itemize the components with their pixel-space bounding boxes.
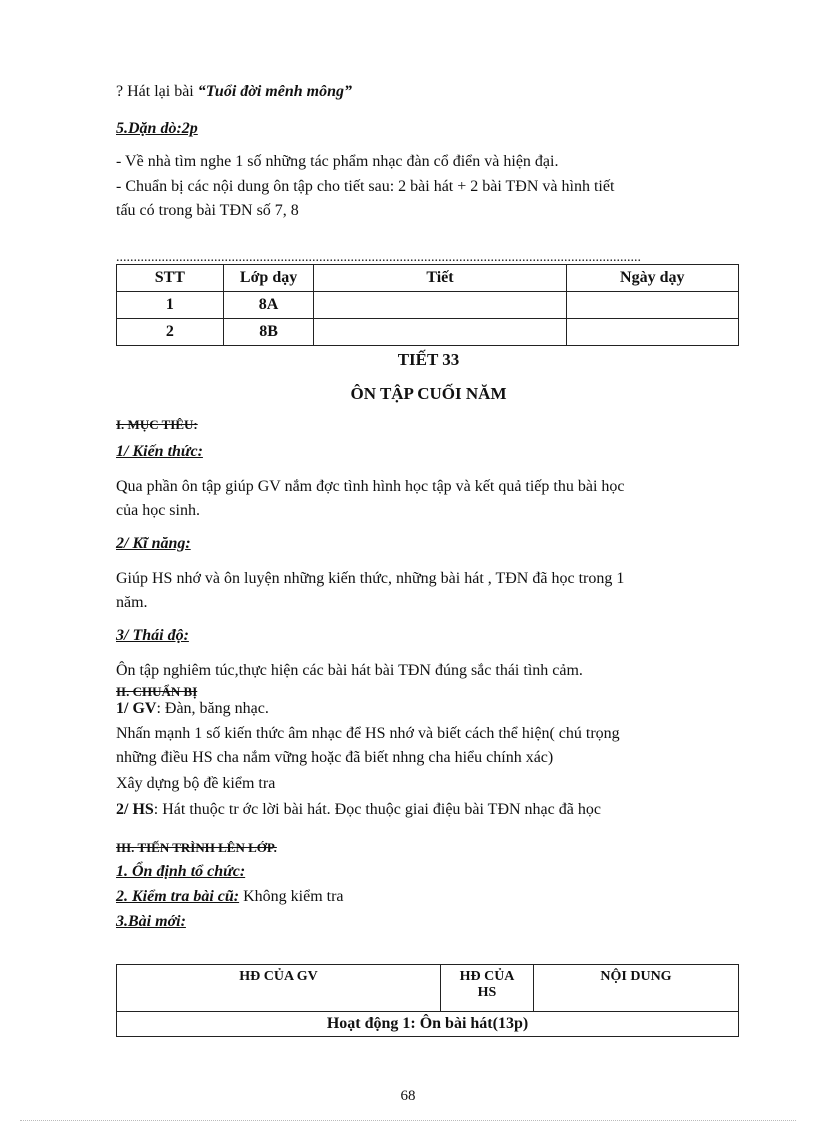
section-procedure: III. TIẾN TRÌNH LÊN LỚP. [116, 840, 277, 855]
dotted-separator: ...................................................................................................................................................... [116, 250, 641, 265]
student-prep-label: 2/ HS [116, 801, 154, 818]
teacher-prep-text: : Đàn, băng nhạc. [156, 700, 269, 717]
skills-text-2: năm. [116, 594, 148, 611]
section-objectives: I. MỤC TIÊU: [116, 417, 198, 432]
table-row [117, 319, 739, 346]
homework-heading: 5.Dặn dò:2p [116, 120, 198, 137]
page-number: 68 [400, 1088, 416, 1104]
subsection-skills: 2/ Kĩ năng: [116, 535, 191, 552]
lesson-title: ÔN TẬP CUỐI NĂM [350, 384, 507, 403]
review-question [116, 80, 741, 104]
subsection-attitude: 3/ Thái độ: [116, 627, 189, 644]
homework-item-2-cont: tấu có trong bài TĐN số 7, 8 [116, 202, 299, 219]
step-check-old-lesson [116, 885, 741, 909]
step-organization: 1. Ổn định tổ chức: [116, 863, 246, 880]
homework-item-1: - Về nhà tìm nghe 1 số những tác phẩm nhạc đàn cổ điển và hiện đại. [116, 153, 559, 170]
skills-text-1: Giúp HS nhớ và ôn luyện những kiến thức, những bài hát , TĐN đã học trong 1 [116, 570, 625, 587]
attitude-text: Ôn tập nghiêm túc,thực hiện các bài hát bài TĐN đúng sắc thái tình cảm. [116, 662, 583, 679]
student-prep-text: : Hát thuộc tr ớc lời bài hát. Đọc thuộc giai điệu bài TĐN nhạc đã học [153, 801, 601, 818]
footer-rule [20, 1120, 796, 1121]
table-header-cell: STT [117, 265, 224, 292]
table-cell [566, 292, 738, 319]
knowledge-text-2: của học sinh. [116, 502, 200, 519]
table-cell [314, 292, 566, 319]
step-new-lesson: 3.Bài mới: [116, 913, 186, 930]
homework-item-2: - Chuẩn bị các nội dung ôn tập cho tiết sau: 2 bài hát + 2 bài TĐN và hình tiết [116, 178, 615, 195]
teacher-prep-label: 1/ GV [116, 700, 157, 717]
table-row [117, 1012, 739, 1037]
header-hs-line2: HS [477, 985, 497, 1000]
teacher-prep [116, 697, 741, 721]
table-cell [314, 319, 566, 346]
student-prep [116, 798, 741, 822]
table-cell: 8A [223, 292, 314, 319]
header-hs-line1: HĐ CỦA [459, 969, 515, 984]
table-header-row [117, 265, 739, 292]
table-header-cell: Tiết [314, 265, 566, 292]
table-header-cell: Ngày dạy [566, 265, 738, 292]
table-cell: 8B [223, 319, 314, 346]
table-cell: 1 [117, 292, 224, 319]
song-title: “Tuổi đời mênh mông” [197, 83, 352, 100]
table-header-row [117, 965, 739, 1012]
teacher-prep-note-2: những điều HS cha nắm vững hoặc đã biết nhng cha hiểu chính xác) [116, 749, 554, 766]
table-header-cell: HĐ CỦA GV [117, 965, 441, 1012]
teacher-prep-note-3: Xây dựng bộ đề kiểm tra [116, 775, 276, 792]
table-row [117, 292, 739, 319]
subsection-knowledge: 1/ Kiến thức: [116, 443, 203, 460]
lesson-number: TIẾT 33 [397, 350, 460, 369]
schedule-table [116, 264, 739, 346]
activity-table [116, 964, 739, 1037]
table-cell [566, 319, 738, 346]
step-check-label: 2. Kiểm tra bài cũ: [116, 888, 240, 905]
table-header-cell [441, 965, 534, 1012]
table-header-cell: NỘI DUNG [534, 965, 739, 1012]
knowledge-text-1: Qua phần ôn tập giúp GV nắm đợc tình hình học tập và kết quả tiếp thu bài học [116, 478, 625, 495]
table-cell: 2 [117, 319, 224, 346]
review-question-prefix: ? Hát lại bài [116, 83, 198, 100]
activity-row-title: Hoạt động 1: Ôn bài hát(13p) [117, 1012, 739, 1037]
teacher-prep-note-1: Nhấn mạnh 1 số kiến thức âm nhạc để HS nhớ và biết cách thể hiện( chú trọng [116, 725, 620, 742]
section-preparation: II. CHUẨN BỊ [116, 684, 198, 699]
table-header-cell: Lớp dạy [223, 265, 314, 292]
step-check-text: Không kiểm tra [239, 888, 344, 905]
